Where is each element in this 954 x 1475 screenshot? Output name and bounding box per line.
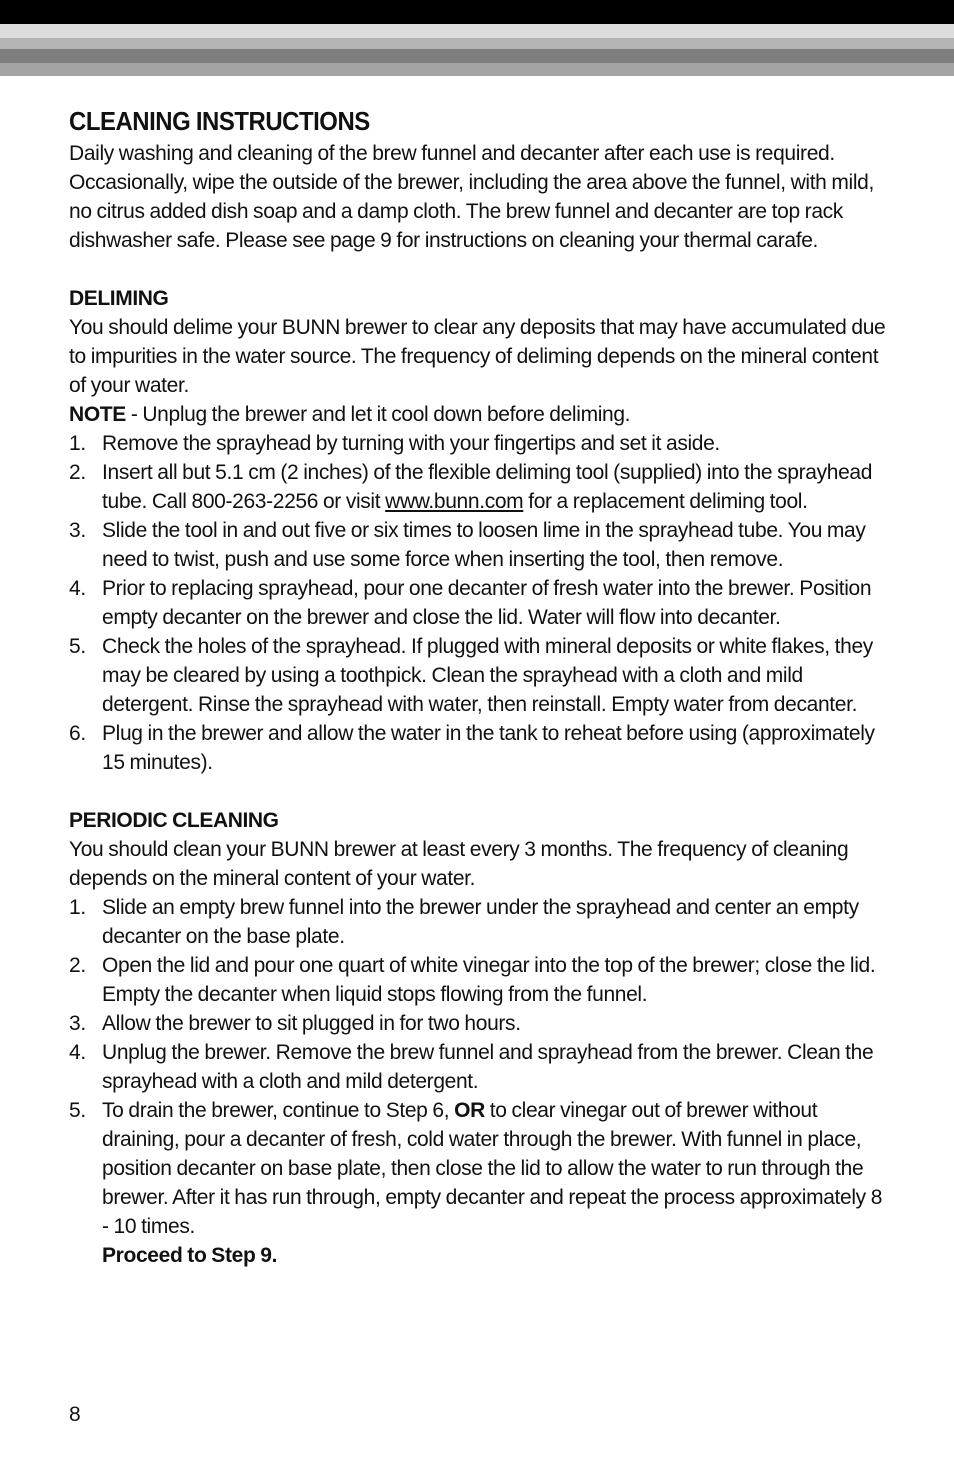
- periodic-step-3: [69, 1009, 891, 1038]
- deliming-step-3: [69, 516, 891, 574]
- step-text: Insert all but 5.1 cm (2 inches) of the flexible deliming tool (supplied) into the sprayhead tube. Call 800-263-2256 or visit: [102, 461, 873, 513]
- bunn-website-link[interactable]: www.bunn.com: [385, 490, 524, 513]
- step-number: 5.: [69, 635, 86, 658]
- header-decorative-bars: [0, 0, 954, 80]
- step-number: 6.: [69, 722, 86, 745]
- step-text: Plug in the brewer and allow the water in the tank to reheat before using (approximately 15 minutes).: [102, 722, 875, 774]
- periodic-cleaning-steps: [69, 893, 891, 1270]
- periodic-step-2: [69, 951, 891, 1009]
- page-content: [69, 103, 891, 1270]
- step-number: 3.: [69, 519, 86, 542]
- step-number: 2.: [69, 954, 86, 977]
- deliming-title: DELIMING: [69, 287, 169, 310]
- step-text: to clear vinegar out of brewer without draining, pour a decanter of fresh, cold water through the brewer. With funnel in place, position decanter on base plate, then close the lid to allow the water to run through the brewer. After it has run through, empty decanter and repeat the process approximately 8 - 10 times.: [102, 1099, 883, 1238]
- deliming-step-2: [69, 458, 891, 516]
- step-text: Remove the sprayhead by turning with your fingertips and set it aside.: [102, 432, 720, 455]
- step-text: Unplug the brewer. Remove the brew funnel and sprayhead from the brewer. Clean the sprayhead with a cloth and mild detergent.: [102, 1041, 874, 1093]
- step-text: Slide the tool in and out five or six times to loosen lime in the sprayhead tube. You may need to twist, push and use some force when inserting the tool, then remove.: [102, 519, 866, 571]
- periodic-step-4: [69, 1038, 891, 1096]
- step-text: Check the holes of the sprayhead. If plugged with mineral deposits or white flakes, they may be cleared by using a toothpick. Clean the sprayhead with a cloth and mild detergent. Rinse the sprayhead with water, then reinstall. Empty water from decanter.: [102, 635, 873, 716]
- header-bar-dark: [0, 49, 954, 63]
- header-bar-mid: [0, 38, 954, 49]
- periodic-cleaning-title: PERIODIC CLEANING: [69, 809, 279, 832]
- periodic-step-1: [69, 893, 891, 951]
- periodic-cleaning-intro: You should clean your BUNN brewer at least every 3 months. The frequency of cleaning depends on the mineral content of your water.: [69, 838, 849, 890]
- spacer: [69, 255, 891, 284]
- step-text: Prior to replacing sprayhead, pour one decanter of fresh water into the brewer. Position empty decanter on the brewer and close the lid. Water will flow into decanter.: [102, 577, 872, 629]
- header-bar-soft: [0, 63, 954, 76]
- header-bar-light: [0, 24, 954, 38]
- deliming-steps: [69, 429, 891, 777]
- proceed-to-step-9: Proceed to Step 9.: [102, 1244, 278, 1267]
- periodic-step-5: [69, 1096, 891, 1270]
- deliming-step-1: [69, 429, 891, 458]
- step-number: 5.: [69, 1099, 86, 1122]
- cleaning-intro: Daily washing and cleaning of the brew funnel and decanter after each use is required. Occasionally, wipe the outside of the brewer, including the area above the funnel, with mild, no citrus added dish soap and a damp cloth. The brew funnel and decanter are top rack dishwasher safe. Please see page 9 for instructions on cleaning your thermal carafe.: [69, 142, 874, 252]
- deliming-step-4: [69, 574, 891, 632]
- header-bar-black: [0, 0, 954, 24]
- note-text: - Unplug the brewer and let it cool down before deliming.: [125, 403, 631, 426]
- step-text: Open the lid and pour one quart of white vinegar into the top of the brewer; close the lid. Empty the decanter when liquid stops flowing from the funnel.: [102, 954, 876, 1006]
- or-emphasis: OR: [454, 1099, 485, 1122]
- step-number: 4.: [69, 577, 86, 600]
- step-text: for a replacement deliming tool.: [523, 490, 808, 513]
- deliming-note: [69, 400, 891, 429]
- deliming-intro: You should delime your BUNN brewer to clear any deposits that may have accumulated due to impurities in the water source. The frequency of deliming depends on the mineral content of your water.: [69, 316, 886, 397]
- step-text: Allow the brewer to sit plugged in for two hours.: [102, 1012, 521, 1035]
- step-number: 1.: [69, 432, 86, 455]
- step-text: To drain the brewer, continue to Step 6,: [102, 1099, 455, 1122]
- deliming-step-6: [69, 719, 891, 777]
- step-number: 2.: [69, 461, 86, 484]
- step-number: 1.: [69, 896, 86, 919]
- page-number: 8: [69, 1403, 81, 1426]
- spacer: [69, 777, 891, 806]
- deliming-step-5: [69, 632, 891, 719]
- note-label: NOTE: [69, 403, 126, 426]
- step-text: Slide an empty brew funnel into the brewer under the sprayhead and center an empty decanter on the base plate.: [102, 896, 859, 948]
- step-number: 4.: [69, 1041, 86, 1064]
- step-number: 3.: [69, 1012, 86, 1035]
- page-title: CLEANING INSTRUCTIONS: [69, 106, 370, 136]
